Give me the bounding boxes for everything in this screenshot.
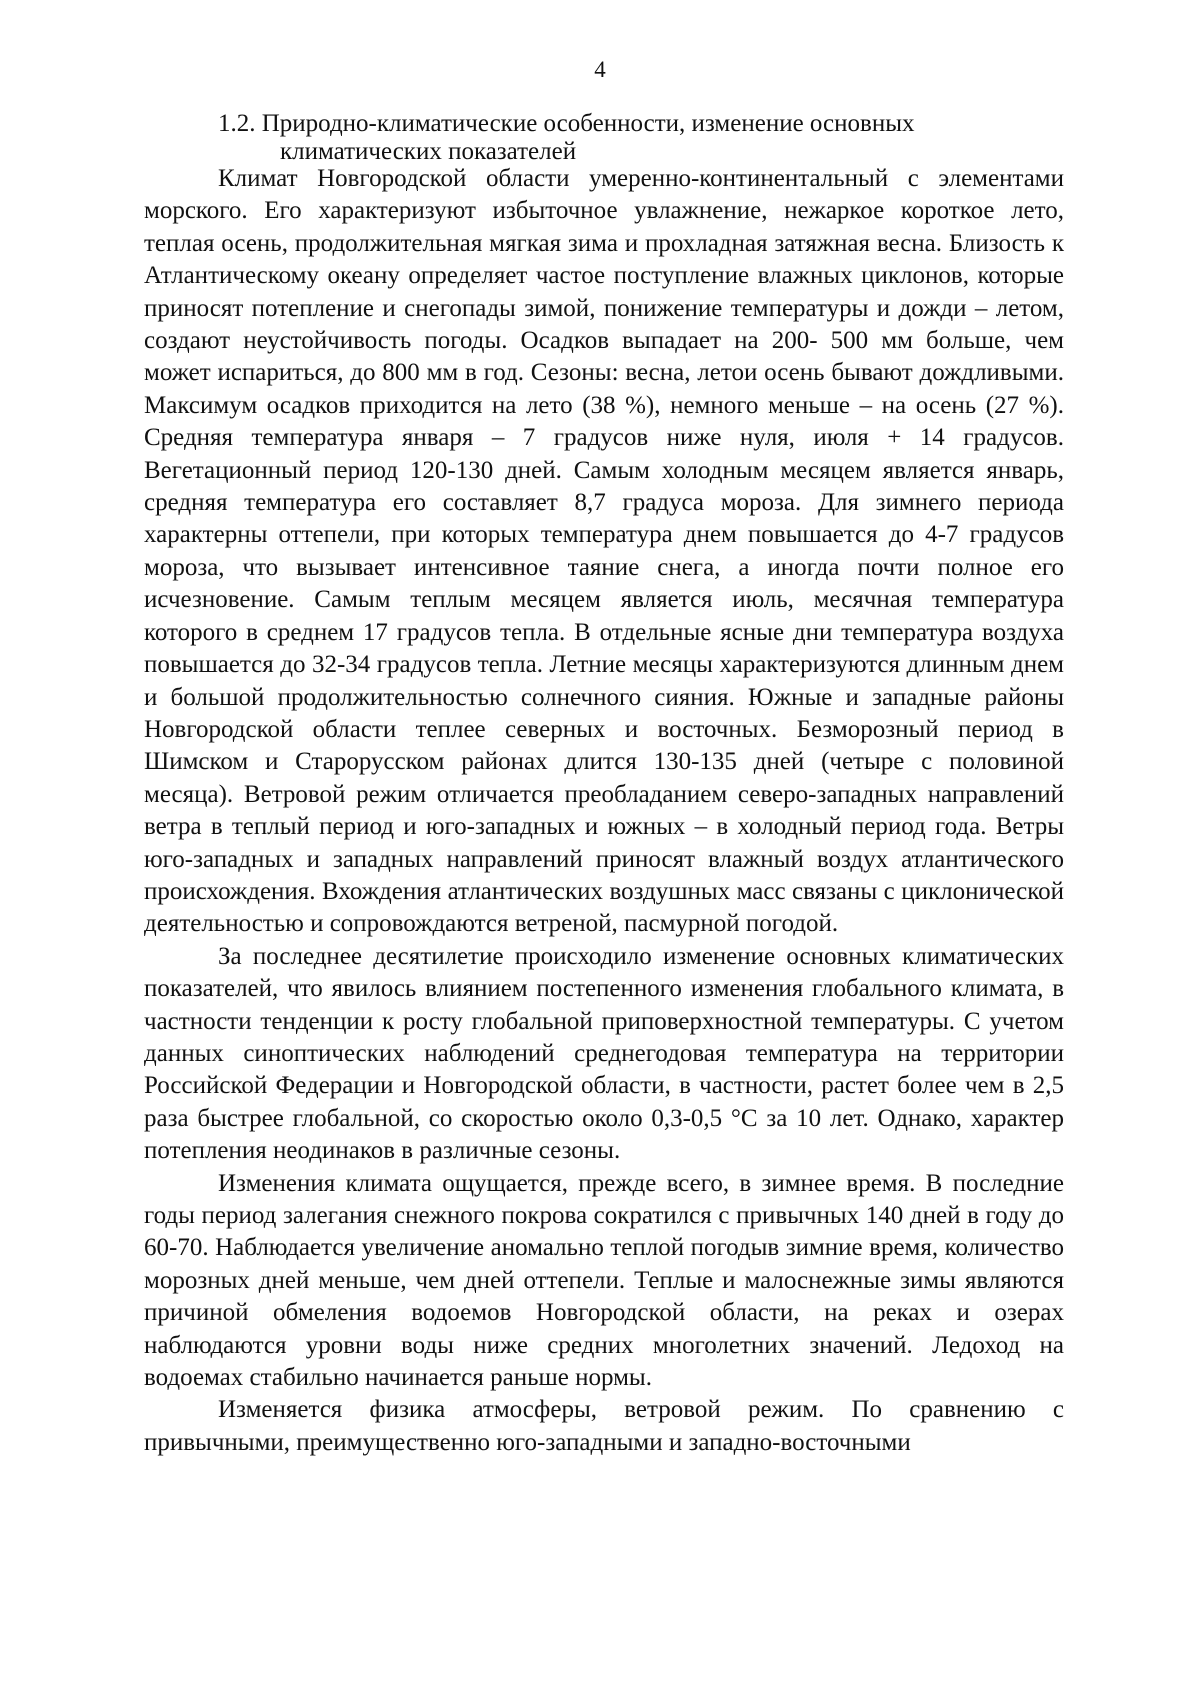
paragraph-winter-changes: Изменения климата ощущается, прежде всего, в зимнее время. В последние годы период залегания снежного покрова сократился с привычных 140 дней в году до 60-70. Наблюдается увеличение аномально теплой погодыв зимние время, количество морозных дней меньше, чем дней оттепели. Теплые и малоснежные зимы являются причиной обмеления водоемов Новгородской области, на реках и озерах наблюдаются уровни воды ниже средних многолетних значений. Ледоход на водоемах стабильно начинается раньше нормы. bbox=[144, 1169, 1064, 1392]
paragraph-climate-change: За последнее десятилетие происходило изменение основных климатических показателей, что явилось влиянием постепенного изменения глобального климата, в частности тенденции к росту глобальной приповерхностной температуры. С учетом данных синоптических наблюдений среднегодовая температура на территории Российской Федерации и Новгородской области, в частности, растет более чем в 2,5 раза быстрее глобальной, со скоростью около 0,3-0,5 °С за 10 лет. Однако, характер потепления неодинаков в различные сезоны. bbox=[144, 942, 1064, 1165]
section-heading-line-2: климатических показателей bbox=[280, 138, 577, 165]
body-text bbox=[144, 163, 1064, 1459]
paragraph-wind-regime: Изменяется физика атмосферы, ветровой режим. По сравнению с привычными, преимущественно юго-западными и западно-восточными bbox=[144, 1396, 1064, 1456]
section-heading-line-1: 1.2. Природно-климатические особенности, изменение основных bbox=[218, 110, 915, 137]
section-heading bbox=[218, 110, 1078, 166]
page-number: 4 bbox=[594, 57, 606, 82]
paragraph-climate-overview: Климат Новгородской области умеренно-континентальный с элементами морского. Его характеризуют избыточное увлажнение, нежаркое короткое лето, теплая осень, продолжительная мягкая зима и прохладная затяжная весна. Близость к Атлантическому океану определяет частое поступление влажных циклонов, которые приносят потепление и снегопады зимой, понижение температуры и дожди – летом, создают неустойчивость погоды. Осадков выпадает на 200- 500 мм больше, чем может испариться, до 800 мм в год. Сезоны: весна, летои осень бывают дождливыми. Максимум осадков приходится на лето (38 %), немного меньше – на осень (27 %). Средняя температура января – 7 градусов ниже нуля, июля + 14 градусов. Вегетационный период 120-130 дней. Самым холодным месяцем является январь, средняя температура его составляет 8,7 градуса мороза. Для зимнего периода характерны оттепели, при которых температура днем повышается до 4-7 градусов мороза, что вызывает интенсивное таяние снега, а иногда почти полное его исчезновение. Самым теплым месяцем является июль, месячная температура которого в среднем 17 градусов тепла. В отдельные ясные дни температура воздуха повышается до 32-34 градусов тепла. Летние месяцы характеризуются длинным днем и большой продолжительностью солнечного сияния. Южные и западные районы Новгородской области теплее северных и восточных. Безморозный период в Шимском и Старорусском районах длится 130-135 дней (четыре с половиной месяца). Ветровой режим отличается преобладанием северо-западных направлений ветра в теплый период и юго-западных и южных – в холодный период года. Ветры юго-западных и западных направлений приносят влажный воздух атлантического происхождения. Вхождения атлантических воздушных масс связаны с циклонической деятельностью и сопровождаются ветреной, пасмурной погодой. bbox=[144, 165, 1064, 938]
